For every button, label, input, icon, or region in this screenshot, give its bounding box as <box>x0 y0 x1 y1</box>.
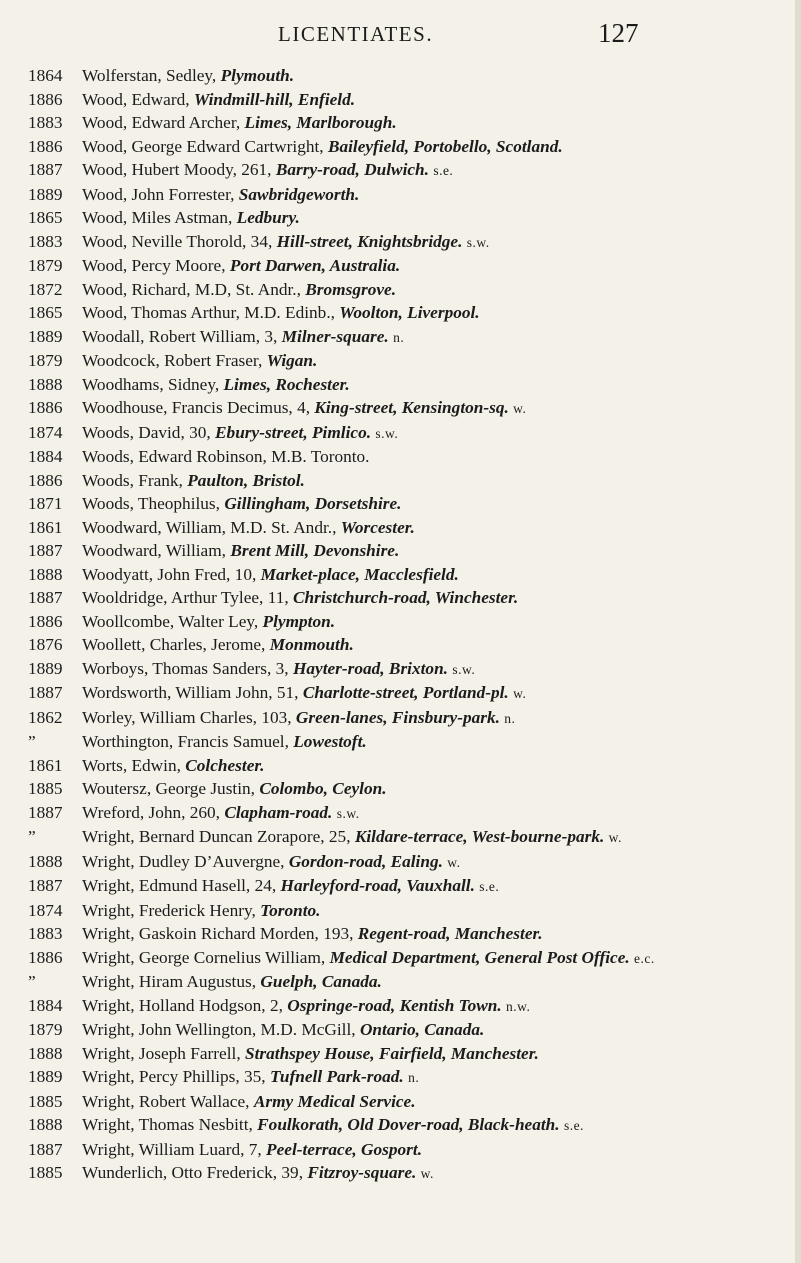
entry-place: Green-lanes, Finsbury-park. <box>295 707 500 727</box>
entry-name: Woodall, Robert William, 3, <box>82 326 278 346</box>
list-item <box>0 563 801 587</box>
entry-text <box>82 158 789 183</box>
entry-year: 1887 <box>28 683 63 702</box>
entry-text <box>82 1113 789 1138</box>
list-item <box>0 777 801 801</box>
entry-year: 1884 <box>28 447 63 466</box>
entry-district: w. <box>447 854 461 870</box>
entry-name: Woodward, William, <box>82 541 226 560</box>
entry-year: 1884 <box>28 995 63 1015</box>
entry-place: Worcester. <box>340 517 415 537</box>
entry-text <box>82 325 789 350</box>
list-item <box>0 206 801 230</box>
list-item <box>0 445 801 469</box>
entry-text <box>82 657 789 682</box>
list-item <box>0 801 801 826</box>
entry-text <box>82 777 789 801</box>
entry-year: 1886 <box>28 470 63 490</box>
entry-name: Worley, William Charles, 103, <box>82 707 292 727</box>
entry-name: Wright, Edmund Hasell, 24, <box>82 876 277 895</box>
entry-name: Wordsworth, William John, 51, <box>82 683 299 702</box>
entry-year: 1864 <box>28 66 63 85</box>
entry-year: 1888 <box>28 374 63 394</box>
entry-place: Gillingham, Dorsetshire. <box>224 494 402 513</box>
list-item <box>0 754 801 778</box>
list-item <box>0 373 801 397</box>
entry-name: Woods, Theophilus, <box>82 494 220 513</box>
entry-place: Monmouth. <box>269 635 354 654</box>
list-item <box>0 922 801 946</box>
entry-text <box>82 994 789 1019</box>
running-title: LICENTIATES. <box>278 22 434 46</box>
entry-text <box>82 1138 789 1162</box>
entry-year: 1885 <box>28 1091 63 1111</box>
entry-year: 1871 <box>28 494 63 513</box>
entry-year: 1886 <box>28 398 63 417</box>
entry-district: w. <box>513 401 527 416</box>
entry-year: 1879 <box>28 1020 63 1039</box>
entry-year: ” <box>28 732 36 751</box>
entry-year: 1888 <box>28 564 63 584</box>
entry-place: Regent-road, Manchester. <box>357 924 543 943</box>
entry-year: 1876 <box>28 635 63 654</box>
entry-place: Foulkorath, Old Dover-road, Black-heath. <box>257 1115 560 1134</box>
entry-name: Wright, Gaskoin Richard Morden, 193, <box>82 924 354 943</box>
list-item <box>0 1161 801 1186</box>
entry-district: e.c. <box>634 950 655 966</box>
entry-year: 1861 <box>28 517 63 537</box>
list-item <box>0 1018 801 1042</box>
entry-text <box>82 730 789 754</box>
entry-text <box>82 88 789 112</box>
list-item <box>0 874 801 899</box>
entry-name: Wright, John Wellington, M.D. McGill, <box>82 1020 356 1039</box>
entry-name: Woodcock, Robert Fraser, <box>82 351 263 370</box>
entry-year: 1872 <box>28 279 63 299</box>
list-item <box>0 64 801 88</box>
entry-place: Baileyfield, Portobello, Scotland. <box>327 136 563 156</box>
entry-year: 1885 <box>28 1163 63 1182</box>
entry-place: Fitzroy-square. <box>307 1163 417 1182</box>
entry-year: 1874 <box>28 900 63 920</box>
entry-name: Wood, Hubert Moody, 261, <box>82 160 272 179</box>
entry-year: 1885 <box>28 779 63 798</box>
entry-place: Charlotte-street, Portland-pl. <box>302 683 509 702</box>
entry-district: n. <box>408 1070 420 1085</box>
entry-text <box>82 1065 789 1090</box>
entry-year: 1886 <box>28 136 63 156</box>
list-item <box>0 681 801 706</box>
entry-place: Ledbury. <box>236 208 300 227</box>
list-item <box>0 301 801 325</box>
entry-text <box>82 111 789 135</box>
entry-text <box>82 586 789 610</box>
entry-place: Guelph, Canada. <box>260 972 382 991</box>
entry-place: Tufnell Park-road. <box>269 1067 404 1086</box>
entry-name: Woollcombe, Walter Ley, <box>82 611 259 631</box>
entry-text <box>82 970 789 994</box>
entry-text <box>82 421 789 446</box>
entry-name: Wright, Dudley D’Auvergne, <box>82 851 285 871</box>
entry-name: Wood, John Forrester, <box>82 184 235 204</box>
entry-text <box>82 206 789 230</box>
entry-text <box>82 946 789 971</box>
entry-text <box>82 610 789 634</box>
list-item <box>0 1090 801 1114</box>
entry-place: Sawbridgeworth. <box>238 184 360 204</box>
entry-year: 1889 <box>28 658 63 678</box>
entry-district: w. <box>608 830 622 845</box>
entry-text <box>82 278 789 302</box>
list-item <box>0 1113 801 1138</box>
entry-name: Woodhams, Sidney, <box>82 374 220 394</box>
list-item <box>0 1138 801 1162</box>
list-item <box>0 111 801 135</box>
entry-name: Wunderlich, Otto Frederick, 39, <box>82 1163 304 1182</box>
entry-text <box>82 539 789 563</box>
list-item <box>0 396 801 421</box>
list-item <box>0 516 801 540</box>
entry-year: 1886 <box>28 947 63 967</box>
entry-place: Gordon-road, Ealing. <box>288 851 443 871</box>
entry-district: s.w. <box>466 234 490 250</box>
licentiates-list <box>0 64 801 1186</box>
entry-place: Woolton, Liverpool. <box>339 303 480 322</box>
entry-year: ” <box>28 972 36 991</box>
entry-place: Ospringe-road, Kentish Town. <box>287 995 502 1015</box>
entry-name: Wood, Richard, M.D, St. Andr., <box>82 279 301 299</box>
entry-year: 1887 <box>28 588 63 607</box>
entry-district: n.w. <box>506 998 531 1014</box>
entry-place: Toronto. <box>260 900 321 920</box>
entry-name: Wood, George Edward Cartwright, <box>82 136 324 156</box>
entry-text <box>82 633 789 657</box>
entry-place: Limes, Marlborough. <box>244 113 397 132</box>
entry-district: w. <box>513 686 527 701</box>
list-item <box>0 657 801 682</box>
entry-place: Hayter-road, Brixton. <box>292 658 448 678</box>
entry-name: Wright, Joseph Farrell, <box>82 1043 241 1063</box>
entry-text <box>82 1042 789 1066</box>
entry-year: 1865 <box>28 303 63 322</box>
entry-year: 1883 <box>28 113 63 132</box>
entry-place: Port Darwen, Australia. <box>229 256 401 275</box>
entry-year: 1886 <box>28 89 63 109</box>
entry-place: Plympton. <box>262 611 336 631</box>
entry-name: Worthington, Francis Samuel, <box>82 732 289 751</box>
entry-year: 1887 <box>28 1139 63 1159</box>
entry-text <box>82 254 789 278</box>
entry-year: 1883 <box>28 231 63 251</box>
entry-district: s.w. <box>452 661 476 677</box>
list-item <box>0 325 801 350</box>
entry-name: Wood, Edward Archer, <box>82 113 241 132</box>
list-item <box>0 88 801 112</box>
entry-name: Wright, William Luard, 7, <box>82 1139 262 1159</box>
entry-text <box>82 850 789 875</box>
entry-text <box>82 373 789 397</box>
entry-year: 1886 <box>28 611 63 631</box>
list-item <box>0 1065 801 1090</box>
entry-place: Christchurch-road, Winchester. <box>292 588 519 607</box>
entry-text <box>82 64 789 88</box>
entry-place: Peel-terrace, Gosport. <box>266 1139 423 1159</box>
entry-text <box>82 349 789 373</box>
entry-year: 1887 <box>28 160 63 179</box>
list-item <box>0 610 801 634</box>
entry-name: Wright, Thomas Nesbitt, <box>82 1115 253 1134</box>
entry-place: Plymouth. <box>220 66 295 85</box>
entry-place: Brent Mill, Devonshire. <box>230 541 400 560</box>
entry-name: Wright, Hiram Augustus, <box>82 972 257 991</box>
entry-text <box>82 1018 789 1042</box>
entry-text <box>82 801 789 826</box>
list-item <box>0 899 801 923</box>
list-item <box>0 278 801 302</box>
entry-name: Woodhouse, Francis Decimus, 4, <box>82 398 311 417</box>
entry-year: 1889 <box>28 184 63 204</box>
entry-name: Woollett, Charles, Jerome, <box>82 635 266 654</box>
entry-place: Army Medical Service. <box>253 1091 416 1111</box>
entry-place: Bromsgrove. <box>305 279 397 299</box>
list-item <box>0 730 801 754</box>
list-item <box>0 135 801 159</box>
entry-place: Market-place, Macclesfield. <box>260 564 459 584</box>
entry-name: Woodyatt, John Fred, 10, <box>82 564 257 584</box>
entry-name: Wood, Thomas Arthur, M.D. Edinb., <box>82 303 335 322</box>
entry-text <box>82 1161 789 1186</box>
entry-district: n. <box>504 710 516 726</box>
entry-district: s.w. <box>375 425 399 441</box>
entry-year: 1865 <box>28 208 63 227</box>
entry-text <box>82 754 789 778</box>
entry-name: Wright, Holland Hodgson, 2, <box>82 995 283 1015</box>
entry-place: Wigan. <box>266 351 318 370</box>
entry-year: 1887 <box>28 876 63 895</box>
entry-name: Worts, Edwin, <box>82 755 181 775</box>
entry-district: n. <box>393 329 405 345</box>
entry-district: s.e. <box>479 879 500 894</box>
entry-district: w. <box>420 1166 434 1181</box>
entry-place: Medical Department, General Post Office. <box>329 947 630 967</box>
entry-place: Ebury-street, Pimlico. <box>215 422 372 442</box>
entry-district: s.e. <box>433 163 454 178</box>
entry-place: Limes, Rochester. <box>223 374 350 394</box>
entry-district: s.w. <box>336 805 360 821</box>
entry-name: Wood, Miles Astman, <box>82 208 233 227</box>
list-item <box>0 825 801 850</box>
entry-year: 1887 <box>28 541 63 560</box>
entry-district: s.e. <box>563 1118 584 1133</box>
entry-name: Wreford, John, 260, <box>82 802 221 822</box>
entry-year: 1883 <box>28 924 63 943</box>
entry-text <box>82 183 789 207</box>
entry-text <box>82 706 789 731</box>
entry-year: 1888 <box>28 1043 63 1063</box>
entry-text <box>82 922 789 946</box>
entry-text <box>82 135 789 159</box>
entry-year: ” <box>28 827 36 846</box>
entry-text <box>82 1090 789 1114</box>
entry-name: Worboys, Thomas Sanders, 3, <box>82 658 289 678</box>
entry-place: Kildare-terrace, West-bourne-park. <box>354 827 605 846</box>
entry-place: King-street, Kensington-sq. <box>314 398 509 417</box>
entry-place: Milner-square. <box>281 326 389 346</box>
entry-name: Woutersz, George Justin, <box>82 779 255 798</box>
entry-text <box>82 516 789 540</box>
entry-year: 1889 <box>28 326 63 346</box>
entry-name: Wood, Edward, <box>82 89 190 109</box>
list-item <box>0 469 801 493</box>
entry-place: Lowestoft. <box>293 732 367 751</box>
list-item <box>0 633 801 657</box>
page-number: 127 <box>598 18 639 48</box>
entry-year: 1888 <box>28 1115 63 1134</box>
entry-text <box>82 230 789 255</box>
entry-text <box>82 492 789 516</box>
entry-name: Wooldridge, Arthur Tylee, 11, <box>82 588 289 607</box>
entry-text <box>82 469 789 493</box>
entry-year: 1879 <box>28 256 63 275</box>
entry-text <box>82 563 789 587</box>
entry-year: 1874 <box>28 422 63 442</box>
list-item <box>0 1042 801 1066</box>
list-item <box>0 492 801 516</box>
entry-place: Strathspey House, Fairfield, Manchester. <box>244 1043 539 1063</box>
list-item <box>0 586 801 610</box>
list-item <box>0 230 801 255</box>
entry-name: Wolferstan, Sedley, <box>82 66 217 85</box>
entry-year: 1861 <box>28 755 63 775</box>
entry-year: 1879 <box>28 351 63 370</box>
list-item <box>0 539 801 563</box>
list-item <box>0 946 801 971</box>
entry-name: Woodward, William, M.D. St. Andr., <box>82 517 337 537</box>
page-edge <box>795 0 801 1263</box>
entry-text <box>82 445 789 469</box>
entry-name: Wood, Percy Moore, <box>82 256 226 275</box>
list-item <box>0 158 801 183</box>
list-item <box>0 349 801 373</box>
entry-name: Woods, Frank, <box>82 470 183 490</box>
entry-year: 1889 <box>28 1067 63 1086</box>
list-item <box>0 421 801 446</box>
entry-text <box>82 681 789 706</box>
entry-name: Wright, Frederick Henry, <box>82 900 256 920</box>
entry-name: Wright, Percy Phillips, 35, <box>82 1067 266 1086</box>
entry-text <box>82 899 789 923</box>
list-item <box>0 706 801 731</box>
entry-place: Ontario, Canada. <box>359 1020 485 1039</box>
entry-place: Windmill-hill, Enfield. <box>193 89 356 109</box>
page-header <box>0 18 801 52</box>
entry-year: 1887 <box>28 802 63 822</box>
list-item <box>0 183 801 207</box>
entry-name: Wright, George Cornelius William, <box>82 947 326 967</box>
entry-name: Wright, Robert Wallace, <box>82 1091 250 1111</box>
entry-place: Clapham-road. <box>224 802 333 822</box>
entry-text <box>82 301 789 325</box>
entry-name: Wood, Neville Thorold, 34, <box>82 231 273 251</box>
entry-name: Woods, David, 30, <box>82 422 211 442</box>
entry-place: Barry-road, Dulwich. <box>275 160 429 179</box>
entry-place: Harleyford-road, Vauxhall. <box>280 876 475 895</box>
entry-place: Paulton, Bristol. <box>187 470 305 490</box>
entry-name: Woods, Edward Robinson, M.B. Toronto. <box>82 447 370 466</box>
list-item <box>0 994 801 1019</box>
list-item <box>0 850 801 875</box>
entry-text <box>82 396 789 421</box>
list-item <box>0 970 801 994</box>
entry-place: Hill-street, Knightsbridge. <box>276 231 463 251</box>
entry-place: Colchester. <box>185 755 265 775</box>
list-item <box>0 254 801 278</box>
entry-name: Wright, Bernard Duncan Zorapore, 25, <box>82 827 351 846</box>
entry-place: Colombo, Ceylon. <box>259 779 387 798</box>
entry-text <box>82 874 789 899</box>
entry-year: 1862 <box>28 707 63 727</box>
entry-year: 1888 <box>28 851 63 871</box>
entry-text <box>82 825 789 850</box>
